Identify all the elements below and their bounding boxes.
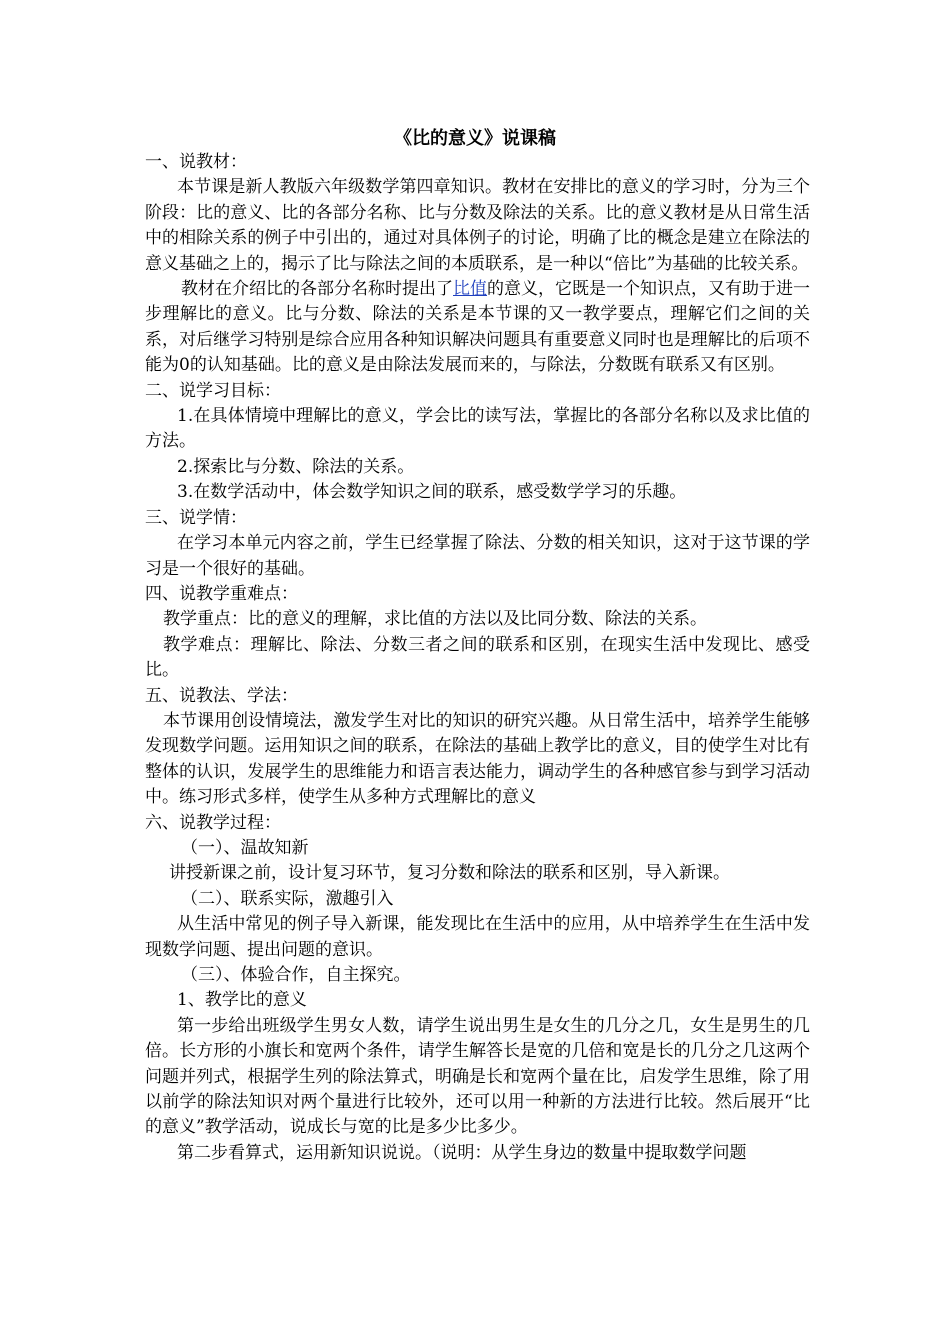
paragraph: 第一步给出班级学生男女人数，请学生说出男生是女生的几分之几，女生是男生的几倍。长方形的小旗长和宽两个条件，请学生解答长是宽的几倍和宽是长的几分之几这两个问题并列式，根据学生列的除法算式，明确是长和宽两个量在比，启发学生思维，除了用以前学的除法知识对两个量进行比较外，还可以用一种新的方法进行比较。然后展开“比的意义”教学活动，说成长与宽的比是多少比多少。 (145, 1015, 810, 1138)
document-title: 《比的意义》说课稿 (394, 128, 556, 149)
difficult-point: 教学难点：理解比、除法、分数三者之间的联系和区别，在现实生活中发现比、感受比。 (145, 634, 810, 681)
section-heading: 五、说教法、学法： (145, 685, 298, 706)
paragraph-text: 教材在介绍比的各部分名称时提出了 (181, 279, 453, 300)
goal-item: 1.在具体情境中理解比的意义，学会比的读写法，掌握比的各部分名称以及求比值的方法。 (145, 406, 810, 452)
paragraph: 从生活中常见的例子导入新课，能发现比在生活中的应用，从中培养学生在生活中发现数学问题、提出问题的意识。 (145, 914, 810, 960)
subsection-heading: （一）、温故知新 (181, 837, 309, 858)
paragraph: 本节课是新人教版六年级数学第四章知识。教材在安排比的意义的学习时，分为三个阶段：比的意义、比的各部分名称、比与分数及除法的关系。比的意义教材是从日常生活中的相除关系的例子中引出的，通过对具体例子的讨论，明确了比的概念是建立在除法的意义基础之上的，揭示了比与除法之间的本质联系，是一种以“倍比”为基础的比较关系。 (145, 177, 810, 274)
document-body (145, 150, 810, 1166)
goal-item: 3.在数学活动中，体会数学知识之间的联系，感受数学学习的乐趣。 (177, 482, 687, 503)
paragraph: 第二步看算式，运用新知识说说。（说明：从学生身边的数量中提取数学问题 (177, 1142, 747, 1163)
section-heading: 三、说学情： (145, 507, 247, 528)
section-heading: 一、说教材： (145, 152, 247, 172)
subsection-item: 1、教学比的意义 (177, 990, 307, 1011)
section-heading: 六、说教学过程： (145, 812, 281, 833)
paragraph: 在学习本单元内容之前，学生已经掌握了除法、分数的相关知识，这对于这节课的学习是一个很好的基础。 (145, 533, 810, 579)
key-point: 教学重点：比的意义的理解，求比值的方法以及比同分数、除法的关系。 (163, 609, 707, 630)
paragraph: 本节课用创设情境法，激发学生对比的知识的研究兴趣。从日常生活中，培养学生能够发现数学问题。运用知识之间的联系，在除法的基础上教学比的意义，目的使学生对比有整体的认识，发展学生的思维能力和语言表达能力，调动学生的各种感官参与到学习活动中。练习形式多样，使学生从多种方式理解比的意义 (145, 710, 810, 808)
section-heading: 四、说教学重难点： (145, 583, 298, 604)
paragraph (145, 277, 810, 379)
paragraph: 讲授新课之前，设计复习环节，复习分数和除法的联系和区别，导入新课。 (169, 863, 730, 884)
subsection-heading: （三）、体验合作，自主探究。 (181, 965, 411, 985)
section-heading: 二、说学习目标： (145, 380, 281, 401)
subsection-heading: （二）、联系实际，激趣引入 (181, 888, 394, 909)
goal-item: 2.探索比与分数、除法的关系。 (177, 456, 415, 477)
paragraph-text: 的意义，它既是一个知识点，又有助于进一步理解比的意义。比与分数、除法的关系是本节课的又一教学要点，理解它们之间的关系，对后继学习特别是综合应用各种知识解决问题具有重要意义同时也是理解比的后项不能为0的认知基础。比的意义是由除法发展而来的，与除法，分数既有联系又有区别。 (145, 279, 810, 376)
ratio-value-link[interactable]: 比值 (453, 279, 487, 300)
